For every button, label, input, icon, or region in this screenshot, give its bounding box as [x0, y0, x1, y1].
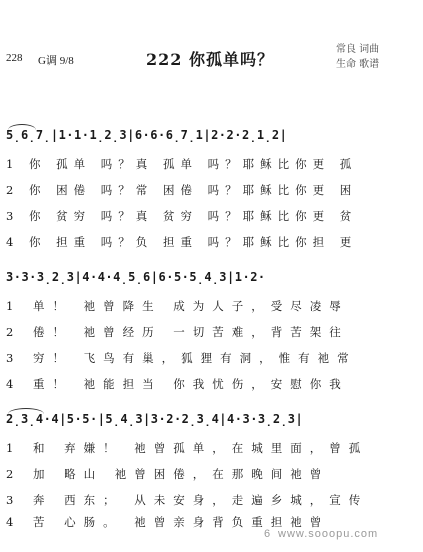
verse-line-2-4: 4 重！ 祂能担当 你我忧伤，安慰你我 [6, 377, 349, 391]
watermark-mark: 6 [264, 528, 271, 540]
notation-line-2: 3·3·3̣2̣3|4·4·4̣5̣6|6·5·5̣4̣3|1·2· [6, 270, 266, 284]
page-number: 228 [6, 52, 23, 64]
verse-line-3-4: 4 苦 心肠。 祂曾亲身背负重担祂曾 [6, 515, 330, 529]
verse-line-1-2: 2 你 困倦 吗？常 困倦 吗？耶稣比你更 困 [6, 183, 358, 197]
verse-line-1-3: 3 你 贫穷 吗？真 贫穷 吗？耶稣比你更 贫 [6, 209, 358, 223]
verse-line-1-4: 4 你 担重 吗？负 担重 吗？耶稣比你担 更 [6, 235, 358, 249]
verse-line-2-2: 2 倦！ 祂曾经历 一切苦难，背苦架往 [6, 325, 349, 339]
verse-line-1-1: 1 你 孤单 吗？真 孤单 吗？耶稣比你更 孤 [6, 157, 358, 171]
verse-line-2-1: 1 单！ 祂曾降生 成为人子，受尽凌辱 [6, 299, 349, 313]
notation-line-3: 2̣3̣4·4|5·5·|5̣4̣3|3·2·2̣3̣4|4·3·3̣2̣3| [6, 412, 304, 426]
verse-line-2-3: 3 穷！ 飞鸟有巢，狐狸有洞，惟有祂常 [6, 351, 357, 365]
verse-line-3-1: 1 和 弃嫌！ 祂曾孤单，在城里面，曾孤 [6, 441, 369, 455]
verse-line-3-2: 2 加 略山 祂曾困倦，在那晚间祂曾 [6, 467, 330, 481]
key-signature: G调 9/8 [38, 55, 74, 67]
slur-mark [8, 124, 36, 130]
credit-line-1: 常良 词曲 [336, 44, 380, 55]
notation-line-1: 5̣6̣7̣|1·1·1̣2̣3|6·6·6̣7̣1|2·2·2̣1̣2| [6, 128, 288, 142]
credit-line-2: 生命 歌谱 [336, 59, 380, 70]
watermark-url: www.sooopu.com [278, 528, 379, 540]
verse-line-3-3: 3 奔 西东； 从未安身，走遍乡城，宣传 [6, 493, 369, 507]
slur-mark [8, 408, 44, 414]
song-title: 222 你孤单吗？ [146, 50, 274, 69]
